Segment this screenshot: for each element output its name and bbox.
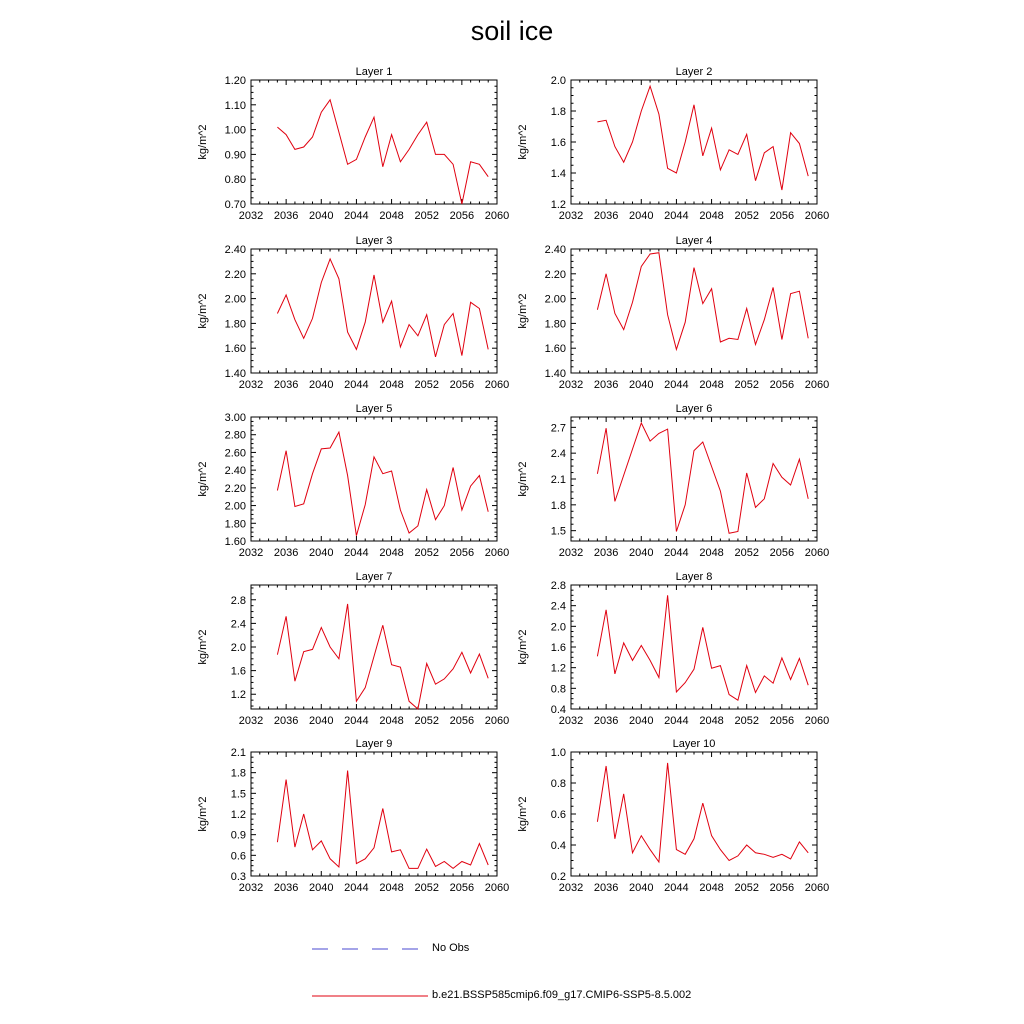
y-tick-label: 0.2 xyxy=(550,871,566,883)
x-tick-label: 2040 xyxy=(629,715,654,727)
y-tick-label: 1.80 xyxy=(224,518,246,531)
x-tick-label: 2048 xyxy=(699,715,724,727)
x-tick-label: 2040 xyxy=(309,379,334,391)
x-tick-label: 2040 xyxy=(629,547,654,559)
x-tick-label: 2036 xyxy=(593,379,619,391)
y-axis-label: kg/m^2 xyxy=(517,124,529,160)
x-tick-label: 2048 xyxy=(699,210,724,222)
x-tick-label: 2040 xyxy=(309,210,334,222)
x-tick-label: 2044 xyxy=(344,715,369,727)
x-tick-label: 2048 xyxy=(379,210,404,222)
y-tick-label: 2.8 xyxy=(230,594,246,607)
y-tick-label: 0.9 xyxy=(230,829,246,842)
x-tick-label: 2044 xyxy=(344,547,369,559)
y-tick-label: 1.20 xyxy=(224,75,246,87)
y-axis-label: kg/m^2 xyxy=(197,461,209,497)
x-tick-label: 2060 xyxy=(484,715,510,727)
y-tick-label: 2.00 xyxy=(544,293,566,306)
x-tick-label: 2048 xyxy=(379,379,404,391)
plot-frame xyxy=(571,80,817,204)
y-tick-label: 2.60 xyxy=(224,447,246,460)
x-tick-label: 2056 xyxy=(769,379,795,391)
y-tick-label: 1.6 xyxy=(550,642,566,654)
y-axis-label: kg/m^2 xyxy=(197,124,209,160)
x-tick-label: 2052 xyxy=(414,882,439,894)
series-line xyxy=(597,763,808,862)
y-tick-label: 1.60 xyxy=(544,343,566,356)
y-tick-label: 2.4 xyxy=(550,600,566,613)
x-tick-label: 2052 xyxy=(734,210,759,222)
y-tick-label: 1.2 xyxy=(550,662,566,675)
x-tick-label: 2040 xyxy=(309,715,334,727)
y-axis-label: kg/m^2 xyxy=(517,629,529,665)
y-axis-label: kg/m^2 xyxy=(197,293,209,329)
x-tick-label: 2044 xyxy=(344,882,369,894)
y-tick-label: 1.80 xyxy=(224,318,246,331)
series-line xyxy=(597,253,808,350)
y-tick-label: 1.00 xyxy=(224,124,246,137)
x-tick-label: 2060 xyxy=(484,882,510,894)
plot-frame xyxy=(251,752,497,876)
plot-frame xyxy=(571,417,817,541)
x-tick-label: 2052 xyxy=(734,715,759,727)
x-tick-label: 2044 xyxy=(344,379,369,391)
y-tick-label: 2.4 xyxy=(230,618,246,631)
x-tick-label: 2056 xyxy=(769,210,795,222)
series-line xyxy=(277,604,488,709)
y-tick-label: 1.40 xyxy=(544,368,566,380)
legend-obs-label: No Obs xyxy=(432,942,470,954)
y-tick-label: 3.00 xyxy=(224,412,246,424)
y-tick-label: 0.6 xyxy=(550,809,566,821)
y-tick-label: 2.20 xyxy=(544,268,566,281)
x-tick-label: 2040 xyxy=(629,882,654,894)
y-tick-label: 1.8 xyxy=(550,106,566,118)
y-axis-label: kg/m^2 xyxy=(517,461,529,497)
y-tick-label: 2.0 xyxy=(230,642,246,654)
panel-title: Layer 8 xyxy=(675,571,713,583)
x-tick-label: 2032 xyxy=(238,715,264,727)
y-axis-label: kg/m^2 xyxy=(517,796,529,832)
x-tick-label: 2048 xyxy=(379,715,404,727)
y-tick-label: 2.00 xyxy=(224,500,246,513)
x-tick-label: 2048 xyxy=(699,547,724,559)
y-tick-label: 2.20 xyxy=(224,482,246,495)
x-tick-label: 2056 xyxy=(449,547,475,559)
panel-layer-4 xyxy=(517,235,829,391)
y-tick-label: 2.0 xyxy=(550,621,566,634)
plot-frame xyxy=(251,80,497,204)
y-tick-label: 1.2 xyxy=(550,199,566,211)
y-tick-label: 1.8 xyxy=(230,767,246,780)
y-tick-label: 2.1 xyxy=(230,747,246,759)
y-tick-label: 1.6 xyxy=(550,137,566,149)
x-tick-label: 2044 xyxy=(664,715,689,727)
y-axis-label: kg/m^2 xyxy=(517,293,529,329)
y-tick-label: 1.0 xyxy=(550,747,566,759)
panel-layer-5 xyxy=(197,403,509,559)
panel-layer-6 xyxy=(517,403,829,559)
x-tick-label: 2052 xyxy=(414,715,439,727)
x-tick-label: 2060 xyxy=(804,882,830,894)
x-tick-label: 2060 xyxy=(804,547,830,559)
y-tick-label: 1.10 xyxy=(224,99,246,112)
panel-title: Layer 3 xyxy=(355,235,393,247)
x-tick-label: 2048 xyxy=(379,882,404,894)
y-tick-label: 2.80 xyxy=(224,429,246,442)
panel-title: Layer 7 xyxy=(355,571,393,583)
y-tick-label: 2.1 xyxy=(550,474,566,486)
y-tick-label: 0.4 xyxy=(550,704,566,716)
y-tick-label: 2.40 xyxy=(224,244,246,256)
x-tick-label: 2044 xyxy=(664,379,689,391)
series-line xyxy=(597,595,808,700)
y-tick-label: 1.5 xyxy=(550,525,566,538)
x-tick-label: 2036 xyxy=(593,715,619,727)
x-tick-label: 2036 xyxy=(593,547,619,559)
x-tick-label: 2048 xyxy=(699,882,724,894)
x-tick-label: 2036 xyxy=(273,547,299,559)
y-tick-label: 1.4 xyxy=(550,168,566,180)
panel-title: Layer 4 xyxy=(675,235,713,247)
x-tick-label: 2032 xyxy=(558,210,584,222)
x-tick-label: 2040 xyxy=(309,882,334,894)
x-tick-label: 2032 xyxy=(558,379,584,391)
x-tick-label: 2036 xyxy=(593,210,619,222)
x-tick-label: 2036 xyxy=(593,882,619,894)
series-line xyxy=(597,86,808,190)
x-tick-label: 2052 xyxy=(734,882,759,894)
plot-frame xyxy=(251,585,497,709)
y-tick-label: 1.5 xyxy=(230,788,246,801)
x-tick-label: 2040 xyxy=(309,547,334,559)
x-tick-label: 2052 xyxy=(734,379,759,391)
y-tick-label: 2.00 xyxy=(224,293,246,306)
x-tick-label: 2036 xyxy=(273,882,299,894)
x-tick-label: 2056 xyxy=(449,379,475,391)
plot-frame xyxy=(251,417,497,541)
y-tick-label: 2.4 xyxy=(550,448,566,461)
y-tick-label: 0.70 xyxy=(224,199,246,211)
x-tick-label: 2060 xyxy=(804,210,830,222)
x-tick-label: 2032 xyxy=(558,882,584,894)
y-tick-label: 1.60 xyxy=(224,536,246,548)
panel-layer-7 xyxy=(197,571,509,727)
x-tick-label: 2052 xyxy=(414,547,439,559)
x-tick-label: 2052 xyxy=(414,379,439,391)
panel-title: Layer 1 xyxy=(355,66,393,78)
x-tick-label: 2036 xyxy=(273,379,299,391)
x-tick-label: 2060 xyxy=(484,210,510,222)
x-tick-label: 2056 xyxy=(769,547,795,559)
y-tick-label: 1.2 xyxy=(230,809,246,821)
panel-layer-9 xyxy=(197,738,509,894)
x-tick-label: 2032 xyxy=(238,379,264,391)
panel-layer-8 xyxy=(517,571,829,727)
panel-title: Layer 9 xyxy=(355,738,393,750)
x-tick-label: 2052 xyxy=(414,210,439,222)
y-tick-label: 1.6 xyxy=(230,665,246,678)
y-tick-label: 0.90 xyxy=(224,149,246,162)
y-tick-label: 1.60 xyxy=(224,343,246,356)
y-tick-label: 0.6 xyxy=(230,850,246,863)
plot-frame xyxy=(571,585,817,709)
x-tick-label: 2032 xyxy=(558,715,584,727)
y-tick-label: 2.20 xyxy=(224,268,246,281)
x-tick-label: 2056 xyxy=(769,715,795,727)
x-tick-label: 2056 xyxy=(449,210,475,222)
legend-model-label: b.e21.BSSP585cmip6.f09_g17.CMIP6-SSP5-8.5.002 xyxy=(432,989,692,1001)
panel-layer-10 xyxy=(517,738,829,894)
x-tick-label: 2060 xyxy=(804,715,830,727)
y-axis-label: kg/m^2 xyxy=(197,629,209,665)
y-tick-label: 0.8 xyxy=(550,683,566,696)
y-tick-label: 0.3 xyxy=(230,871,246,883)
y-tick-label: 2.8 xyxy=(550,580,566,592)
x-tick-label: 2056 xyxy=(769,882,795,894)
x-tick-label: 2056 xyxy=(449,715,475,727)
panel-title: Layer 6 xyxy=(675,403,713,415)
series-line xyxy=(277,100,488,204)
x-tick-label: 2044 xyxy=(344,210,369,222)
y-tick-label: 0.4 xyxy=(550,840,566,852)
y-tick-label: 1.2 xyxy=(230,689,246,702)
x-tick-label: 2032 xyxy=(238,882,264,894)
panel-title: Layer 10 xyxy=(672,738,716,750)
x-tick-label: 2040 xyxy=(629,210,654,222)
x-tick-label: 2032 xyxy=(238,210,264,222)
series-line xyxy=(277,771,488,869)
y-axis-label: kg/m^2 xyxy=(197,796,209,832)
x-tick-label: 2048 xyxy=(379,547,404,559)
y-tick-label: 1.8 xyxy=(550,499,566,512)
panel-layer-1 xyxy=(197,66,509,222)
x-tick-label: 2060 xyxy=(804,379,830,391)
y-tick-label: 2.40 xyxy=(544,244,566,256)
y-tick-label: 0.80 xyxy=(224,174,246,187)
y-tick-label: 2.7 xyxy=(550,422,566,435)
plot-frame xyxy=(571,752,817,876)
x-tick-label: 2044 xyxy=(664,547,689,559)
y-tick-label: 1.40 xyxy=(224,368,246,380)
x-tick-label: 2044 xyxy=(664,882,689,894)
y-tick-label: 1.80 xyxy=(544,318,566,331)
x-tick-label: 2056 xyxy=(449,882,475,894)
x-tick-label: 2060 xyxy=(484,547,510,559)
x-tick-label: 2040 xyxy=(629,379,654,391)
series-line xyxy=(277,432,488,536)
y-tick-label: 2.40 xyxy=(224,465,246,478)
figure-title: soil ice xyxy=(470,16,554,46)
panel-layer-2 xyxy=(517,66,829,222)
panel-title: Layer 2 xyxy=(675,66,713,78)
x-tick-label: 2048 xyxy=(699,379,724,391)
x-tick-label: 2032 xyxy=(558,547,584,559)
y-tick-label: 0.8 xyxy=(550,778,566,790)
x-tick-label: 2060 xyxy=(484,379,510,391)
panel-title: Layer 5 xyxy=(355,403,393,415)
series-line xyxy=(277,259,488,357)
series-line xyxy=(597,423,808,533)
panel-layer-3 xyxy=(197,235,509,391)
x-tick-label: 2032 xyxy=(238,547,264,559)
x-tick-label: 2044 xyxy=(664,210,689,222)
x-tick-label: 2052 xyxy=(734,547,759,559)
x-tick-label: 2036 xyxy=(273,210,299,222)
y-tick-label: 2.0 xyxy=(550,75,566,87)
x-tick-label: 2036 xyxy=(273,715,299,727)
plot-frame xyxy=(251,249,497,373)
